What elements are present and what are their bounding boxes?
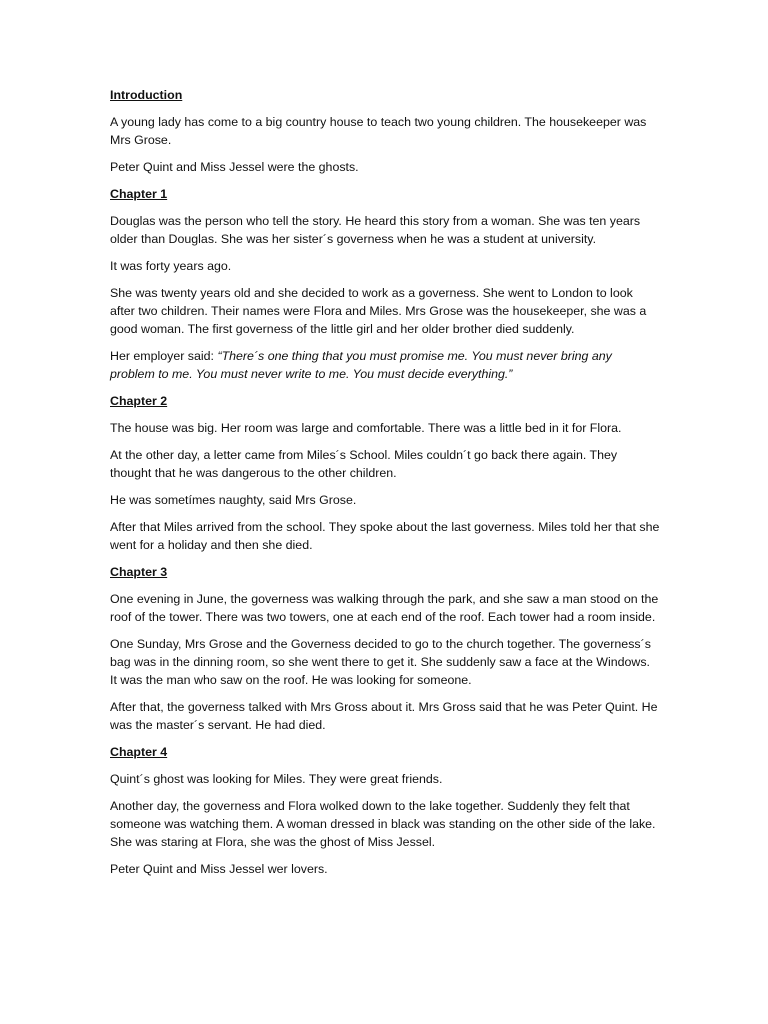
document-page bbox=[110, 86, 660, 887]
intro-paragraph-1: A young lady has come to a big country house to teach two young children. The housekeeper was Mrs Grose. bbox=[110, 115, 647, 147]
heading-chapter-2: Chapter 2 bbox=[110, 394, 168, 408]
chapter2-paragraph-4: After that Miles arrived from the school. They spoke about the last governess. Miles told her that she went for a holiday and then she died. bbox=[110, 520, 660, 552]
chapter2-paragraph-2: At the other day, a letter came from Miles´s School. Miles couldn´t go back there again. They thought that he was dangerous to the other children. bbox=[110, 448, 618, 480]
chapter3-paragraph-3: After that, the governess talked with Mrs Gross about it. Mrs Gross said that he was Peter Quint. He was the master´s servant. He had died. bbox=[110, 700, 658, 732]
chapter3-paragraph-2: One Sunday, Mrs Grose and the Governess decided to go to the church together. The governess´s bag was in the dinning room, so she went there to get it. She suddenly saw a face at the Windows. It was the man who saw on the roof. He was looking for someone. bbox=[110, 637, 651, 687]
chapter3-paragraph-1: One evening in June, the governess was walking through the park, and she saw a man stood on the roof of the tower. There was two towers, one at each end of the roof. Each tower had a room inside. bbox=[110, 592, 659, 624]
chapter1-paragraph-1: Douglas was the person who tell the story. He heard this story from a woman. She was ten years older than Douglas. She was her sister´s governess when he was a student at university. bbox=[110, 214, 641, 246]
chapter4-paragraph-2: Another day, the governess and Flora wolked down to the lake together. Suddenly they felt that someone was watching them. A woman dressed in black was standing on the other side of the lake. She was staring at Flora, she was the ghost of Miss Jessel. bbox=[110, 799, 656, 849]
employer-said-lead: Her employer said: bbox=[110, 349, 218, 363]
chapter2-paragraph-3: He was sometímes naughty, said Mrs Grose. bbox=[110, 493, 357, 507]
chapter4-paragraph-1: Quint´s ghost was looking for Miles. They were great friends. bbox=[110, 772, 443, 786]
employer-quote: “There´s one thing that you must promise me. You must never bring any problem to me. You must never write to me. You must decide everything.” bbox=[110, 349, 612, 381]
chapter1-paragraph-4 bbox=[110, 347, 660, 383]
heading-chapter-3: Chapter 3 bbox=[110, 565, 168, 579]
intro-paragraph-2: Peter Quint and Miss Jessel were the ghosts. bbox=[110, 160, 359, 174]
chapter1-paragraph-2: It was forty years ago. bbox=[110, 259, 232, 273]
heading-chapter-4: Chapter 4 bbox=[110, 745, 168, 759]
heading-chapter-1: Chapter 1 bbox=[110, 187, 168, 201]
heading-introduction: Introduction bbox=[110, 88, 183, 102]
chapter4-paragraph-3: Peter Quint and Miss Jessel wer lovers. bbox=[110, 862, 328, 876]
chapter2-paragraph-1: The house was big. Her room was large and comfortable. There was a little bed in it for Flora. bbox=[110, 421, 622, 435]
chapter1-paragraph-3: She was twenty years old and she decided to work as a governess. She went to London to look after two children. Their names were Flora and Miles. Mrs Grose was the housekeeper, she was a good woman. The first governess of the little girl and her older brother died suddenly. bbox=[110, 286, 647, 336]
